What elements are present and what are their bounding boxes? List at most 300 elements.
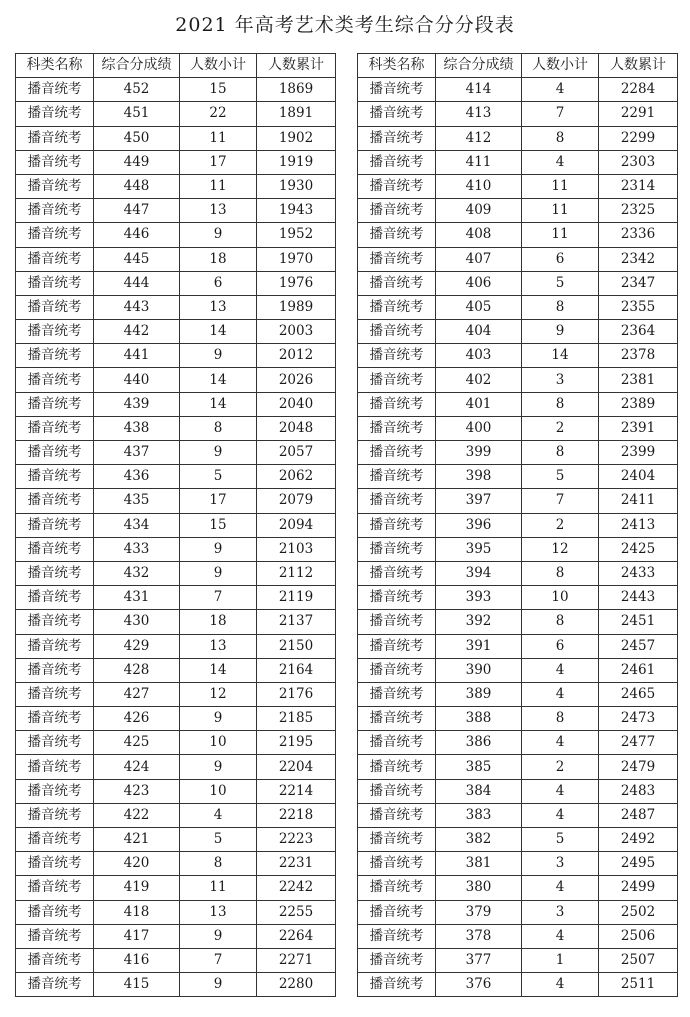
cell-count: 15 (180, 513, 257, 537)
cell-category: 播音统考 (358, 344, 436, 368)
cell-cumulative: 2195 (257, 731, 336, 755)
cell-cumulative: 2048 (257, 416, 336, 440)
cell-score: 393 (436, 586, 522, 610)
cell-cumulative: 2461 (599, 658, 678, 682)
cell-category: 播音统考 (16, 199, 94, 223)
cell-score: 452 (94, 78, 180, 102)
cell-count: 4 (522, 150, 599, 174)
cell-score: 398 (436, 465, 522, 489)
cell-category: 播音统考 (358, 707, 436, 731)
cell-score: 422 (94, 803, 180, 827)
cell-score: 438 (94, 416, 180, 440)
table-row (16, 392, 336, 416)
table-row (358, 102, 678, 126)
cell-count: 7 (180, 948, 257, 972)
table-row (16, 900, 336, 924)
cell-score: 440 (94, 368, 180, 392)
cell-score: 382 (436, 828, 522, 852)
cell-cumulative: 2487 (599, 803, 678, 827)
table-row (358, 368, 678, 392)
cell-count: 8 (180, 852, 257, 876)
cell-count: 7 (522, 102, 599, 126)
cell-category: 播音统考 (16, 537, 94, 561)
cell-category: 播音统考 (358, 150, 436, 174)
cell-score: 444 (94, 271, 180, 295)
cell-count: 8 (522, 707, 599, 731)
cell-score: 383 (436, 803, 522, 827)
cell-cumulative: 2150 (257, 634, 336, 658)
cell-category: 播音统考 (16, 126, 94, 150)
cell-cumulative: 2389 (599, 392, 678, 416)
cell-score: 429 (94, 634, 180, 658)
table-row (16, 682, 336, 706)
table-row (16, 465, 336, 489)
table-row (358, 973, 678, 997)
cell-cumulative: 2026 (257, 368, 336, 392)
cell-cumulative: 2506 (599, 924, 678, 948)
cell-cumulative: 2223 (257, 828, 336, 852)
cell-count: 8 (522, 295, 599, 319)
cell-count: 10 (522, 586, 599, 610)
cell-cumulative: 2457 (599, 634, 678, 658)
cell-count: 8 (522, 610, 599, 634)
cell-cumulative: 1869 (257, 78, 336, 102)
cell-category: 播音统考 (16, 803, 94, 827)
cell-count: 8 (522, 441, 599, 465)
cell-score: 408 (436, 223, 522, 247)
cell-cumulative: 2231 (257, 852, 336, 876)
cell-score: 424 (94, 755, 180, 779)
table-row (358, 199, 678, 223)
cell-category: 播音统考 (358, 876, 436, 900)
table-row (16, 223, 336, 247)
cell-cumulative: 1976 (257, 271, 336, 295)
table-row (16, 199, 336, 223)
cell-category: 播音统考 (358, 900, 436, 924)
table-row (358, 561, 678, 585)
table-row (16, 174, 336, 198)
cell-cumulative: 1989 (257, 295, 336, 319)
cell-count: 9 (180, 441, 257, 465)
table-row (16, 537, 336, 561)
table-row (358, 513, 678, 537)
table-row (16, 828, 336, 852)
cell-count: 3 (522, 900, 599, 924)
cell-cumulative: 2264 (257, 924, 336, 948)
table-row (358, 658, 678, 682)
cell-score: 451 (94, 102, 180, 126)
cell-category: 播音统考 (16, 900, 94, 924)
table-row (16, 271, 336, 295)
table-row (16, 126, 336, 150)
cell-count: 17 (180, 150, 257, 174)
table-row (358, 707, 678, 731)
cell-cumulative: 2079 (257, 489, 336, 513)
cell-cumulative: 2094 (257, 513, 336, 537)
table-row (358, 610, 678, 634)
cell-score: 410 (436, 174, 522, 198)
cell-score: 418 (94, 900, 180, 924)
cell-cumulative: 2443 (599, 586, 678, 610)
table-row (358, 441, 678, 465)
cell-count: 1 (522, 948, 599, 972)
cell-count: 8 (522, 126, 599, 150)
table-row (358, 344, 678, 368)
cell-score: 441 (94, 344, 180, 368)
cell-category: 播音统考 (358, 441, 436, 465)
cell-count: 14 (180, 658, 257, 682)
cell-category: 播音统考 (358, 731, 436, 755)
cell-count: 4 (522, 682, 599, 706)
cell-cumulative: 2391 (599, 416, 678, 440)
cell-score: 386 (436, 731, 522, 755)
cell-count: 14 (180, 320, 257, 344)
cell-score: 445 (94, 247, 180, 271)
table-row (16, 779, 336, 803)
cell-cumulative: 2255 (257, 900, 336, 924)
cell-score: 394 (436, 561, 522, 585)
cell-count: 4 (522, 973, 599, 997)
cell-cumulative: 2451 (599, 610, 678, 634)
table-row (16, 731, 336, 755)
header-count: 人数小计 (180, 54, 257, 78)
cell-category: 播音统考 (358, 489, 436, 513)
cell-count: 14 (180, 392, 257, 416)
cell-score: 377 (436, 948, 522, 972)
cell-category: 播音统考 (16, 779, 94, 803)
cell-category: 播音统考 (358, 634, 436, 658)
cell-cumulative: 2465 (599, 682, 678, 706)
cell-category: 播音统考 (16, 924, 94, 948)
cell-category: 播音统考 (358, 948, 436, 972)
cell-cumulative: 2204 (257, 755, 336, 779)
cell-count: 18 (180, 610, 257, 634)
cell-score: 400 (436, 416, 522, 440)
cell-count: 9 (180, 223, 257, 247)
table-row (16, 102, 336, 126)
cell-count: 14 (522, 344, 599, 368)
cell-category: 播音统考 (358, 537, 436, 561)
cell-score: 442 (94, 320, 180, 344)
cell-cumulative: 2433 (599, 561, 678, 585)
cell-cumulative: 2479 (599, 755, 678, 779)
cell-category: 播音统考 (358, 102, 436, 126)
cell-category: 播音统考 (16, 634, 94, 658)
cell-cumulative: 2185 (257, 707, 336, 731)
cell-count: 22 (180, 102, 257, 126)
cell-cumulative: 2057 (257, 441, 336, 465)
header-count: 人数小计 (522, 54, 599, 78)
table-header-row (16, 54, 336, 78)
header-score: 综合分成绩 (436, 54, 522, 78)
cell-score: 411 (436, 150, 522, 174)
cell-category: 播音统考 (358, 199, 436, 223)
cell-score: 405 (436, 295, 522, 319)
cell-score: 379 (436, 900, 522, 924)
table-row (16, 852, 336, 876)
cell-cumulative: 2502 (599, 900, 678, 924)
table-header-row (358, 54, 678, 78)
cell-category: 播音统考 (16, 78, 94, 102)
table-row (358, 392, 678, 416)
header-cumulative: 人数累计 (257, 54, 336, 78)
cell-category: 播音统考 (358, 465, 436, 489)
cell-score: 401 (436, 392, 522, 416)
cell-count: 4 (522, 779, 599, 803)
cell-cumulative: 2355 (599, 295, 678, 319)
table-row (358, 803, 678, 827)
cell-category: 播音统考 (358, 126, 436, 150)
cell-cumulative: 2271 (257, 948, 336, 972)
cell-count: 4 (522, 78, 599, 102)
table-row (358, 247, 678, 271)
cell-score: 403 (436, 344, 522, 368)
cell-count: 10 (180, 779, 257, 803)
cell-score: 435 (94, 489, 180, 513)
cell-count: 5 (522, 828, 599, 852)
cell-score: 419 (94, 876, 180, 900)
cell-count: 5 (180, 828, 257, 852)
cell-category: 播音统考 (16, 973, 94, 997)
cell-cumulative: 2507 (599, 948, 678, 972)
cell-count: 6 (522, 247, 599, 271)
cell-score: 402 (436, 368, 522, 392)
cell-cumulative: 2413 (599, 513, 678, 537)
table-row (16, 610, 336, 634)
cell-cumulative: 2425 (599, 537, 678, 561)
cell-category: 播音统考 (358, 973, 436, 997)
cell-category: 播音统考 (16, 561, 94, 585)
cell-score: 433 (94, 537, 180, 561)
cell-category: 播音统考 (358, 295, 436, 319)
cell-category: 播音统考 (358, 610, 436, 634)
cell-cumulative: 1930 (257, 174, 336, 198)
cell-category: 播音统考 (16, 368, 94, 392)
cell-cumulative: 2473 (599, 707, 678, 731)
cell-cumulative: 2003 (257, 320, 336, 344)
cell-score: 427 (94, 682, 180, 706)
cell-count: 13 (180, 199, 257, 223)
cell-category: 播音统考 (358, 247, 436, 271)
cell-count: 4 (522, 731, 599, 755)
cell-count: 17 (180, 489, 257, 513)
table-row (16, 247, 336, 271)
cell-count: 7 (522, 489, 599, 513)
cell-category: 播音统考 (358, 828, 436, 852)
cell-count: 11 (522, 223, 599, 247)
cell-category: 播音统考 (16, 489, 94, 513)
cell-cumulative: 2511 (599, 973, 678, 997)
cell-count: 10 (180, 731, 257, 755)
cell-category: 播音统考 (16, 320, 94, 344)
cell-score: 449 (94, 150, 180, 174)
table-row (358, 924, 678, 948)
table-row (358, 731, 678, 755)
cell-score: 397 (436, 489, 522, 513)
cell-count: 2 (522, 416, 599, 440)
table-row (358, 150, 678, 174)
table-row (358, 489, 678, 513)
header-category: 科类名称 (16, 54, 94, 78)
cell-count: 9 (180, 755, 257, 779)
cell-score: 399 (436, 441, 522, 465)
cell-category: 播音统考 (358, 658, 436, 682)
cell-cumulative: 2299 (599, 126, 678, 150)
cell-score: 406 (436, 271, 522, 295)
table-row (16, 489, 336, 513)
table-row (16, 150, 336, 174)
cell-count: 12 (180, 682, 257, 706)
cell-category: 播音统考 (16, 247, 94, 271)
cell-category: 播音统考 (358, 416, 436, 440)
cell-cumulative: 2218 (257, 803, 336, 827)
cell-category: 播音统考 (358, 271, 436, 295)
score-table-right (357, 53, 678, 997)
cell-score: 407 (436, 247, 522, 271)
table-row (358, 586, 678, 610)
cell-category: 播音统考 (358, 803, 436, 827)
cell-count: 3 (522, 852, 599, 876)
cell-count: 13 (180, 900, 257, 924)
cell-score: 447 (94, 199, 180, 223)
cell-category: 播音统考 (16, 441, 94, 465)
cell-category: 播音统考 (358, 368, 436, 392)
cell-score: 423 (94, 779, 180, 803)
table-row (16, 295, 336, 319)
cell-category: 播音统考 (16, 465, 94, 489)
cell-cumulative: 2347 (599, 271, 678, 295)
cell-category: 播音统考 (358, 513, 436, 537)
table-row (16, 78, 336, 102)
table-row (358, 900, 678, 924)
cell-cumulative: 2378 (599, 344, 678, 368)
page-title: 2021 年高考艺术类考生综合分分段表 (175, 14, 515, 36)
table-row (16, 973, 336, 997)
table-row (16, 658, 336, 682)
cell-count: 4 (522, 876, 599, 900)
cell-score: 381 (436, 852, 522, 876)
cell-category: 播音统考 (358, 755, 436, 779)
cell-cumulative: 2325 (599, 199, 678, 223)
cell-category: 播音统考 (358, 561, 436, 585)
cell-cumulative: 1952 (257, 223, 336, 247)
cell-count: 11 (180, 126, 257, 150)
cell-cumulative: 2342 (599, 247, 678, 271)
header-score: 综合分成绩 (94, 54, 180, 78)
cell-cumulative: 2291 (599, 102, 678, 126)
cell-count: 15 (180, 78, 257, 102)
cell-cumulative: 1970 (257, 247, 336, 271)
cell-count: 3 (522, 368, 599, 392)
cell-category: 播音统考 (16, 586, 94, 610)
table-row (358, 465, 678, 489)
cell-category: 播音统考 (358, 852, 436, 876)
cell-cumulative: 1943 (257, 199, 336, 223)
cell-score: 376 (436, 973, 522, 997)
cell-category: 播音统考 (16, 513, 94, 537)
cell-score: 426 (94, 707, 180, 731)
cell-category: 播音统考 (358, 779, 436, 803)
cell-count: 4 (522, 924, 599, 948)
cell-category: 播音统考 (358, 586, 436, 610)
table-row (358, 271, 678, 295)
table-row (358, 682, 678, 706)
cell-score: 384 (436, 779, 522, 803)
cell-count: 11 (522, 174, 599, 198)
cell-category: 播音统考 (16, 295, 94, 319)
cell-score: 443 (94, 295, 180, 319)
cell-cumulative: 1891 (257, 102, 336, 126)
cell-score: 409 (436, 199, 522, 223)
cell-category: 播音统考 (16, 223, 94, 247)
cell-score: 412 (436, 126, 522, 150)
cell-score: 437 (94, 441, 180, 465)
cell-count: 5 (522, 465, 599, 489)
table-row (358, 78, 678, 102)
cell-count: 5 (180, 465, 257, 489)
cell-count: 8 (522, 561, 599, 585)
table-row (16, 707, 336, 731)
cell-cumulative: 2492 (599, 828, 678, 852)
cell-category: 播音统考 (358, 320, 436, 344)
cell-score: 428 (94, 658, 180, 682)
cell-score: 413 (436, 102, 522, 126)
cell-cumulative: 2381 (599, 368, 678, 392)
table-row (358, 828, 678, 852)
table-row (358, 634, 678, 658)
cell-count: 8 (180, 416, 257, 440)
cell-category: 播音统考 (358, 682, 436, 706)
cell-count: 13 (180, 634, 257, 658)
cell-cumulative: 2164 (257, 658, 336, 682)
cell-score: 436 (94, 465, 180, 489)
cell-count: 11 (180, 174, 257, 198)
cell-cumulative: 2137 (257, 610, 336, 634)
cell-score: 416 (94, 948, 180, 972)
cell-score: 391 (436, 634, 522, 658)
cell-cumulative: 2364 (599, 320, 678, 344)
cell-category: 播音统考 (16, 828, 94, 852)
header-cumulative: 人数累计 (599, 54, 678, 78)
cell-score: 380 (436, 876, 522, 900)
table-row (16, 755, 336, 779)
cell-count: 8 (522, 392, 599, 416)
cell-category: 播音统考 (16, 416, 94, 440)
cell-count: 9 (522, 320, 599, 344)
cell-count: 2 (522, 755, 599, 779)
cell-score: 417 (94, 924, 180, 948)
table-row (16, 513, 336, 537)
cell-category: 播音统考 (16, 707, 94, 731)
cell-score: 414 (436, 78, 522, 102)
cell-category: 播音统考 (16, 876, 94, 900)
cell-cumulative: 2477 (599, 731, 678, 755)
table-row (16, 803, 336, 827)
cell-category: 播音统考 (16, 344, 94, 368)
cell-category: 播音统考 (16, 658, 94, 682)
cell-cumulative: 2062 (257, 465, 336, 489)
table-row (16, 876, 336, 900)
cell-score: 432 (94, 561, 180, 585)
table-row (16, 416, 336, 440)
cell-category: 播音统考 (16, 271, 94, 295)
table-row (358, 779, 678, 803)
cell-count: 11 (180, 876, 257, 900)
cell-cumulative: 2314 (599, 174, 678, 198)
cell-count: 5 (522, 271, 599, 295)
cell-count: 4 (180, 803, 257, 827)
table-row (358, 174, 678, 198)
